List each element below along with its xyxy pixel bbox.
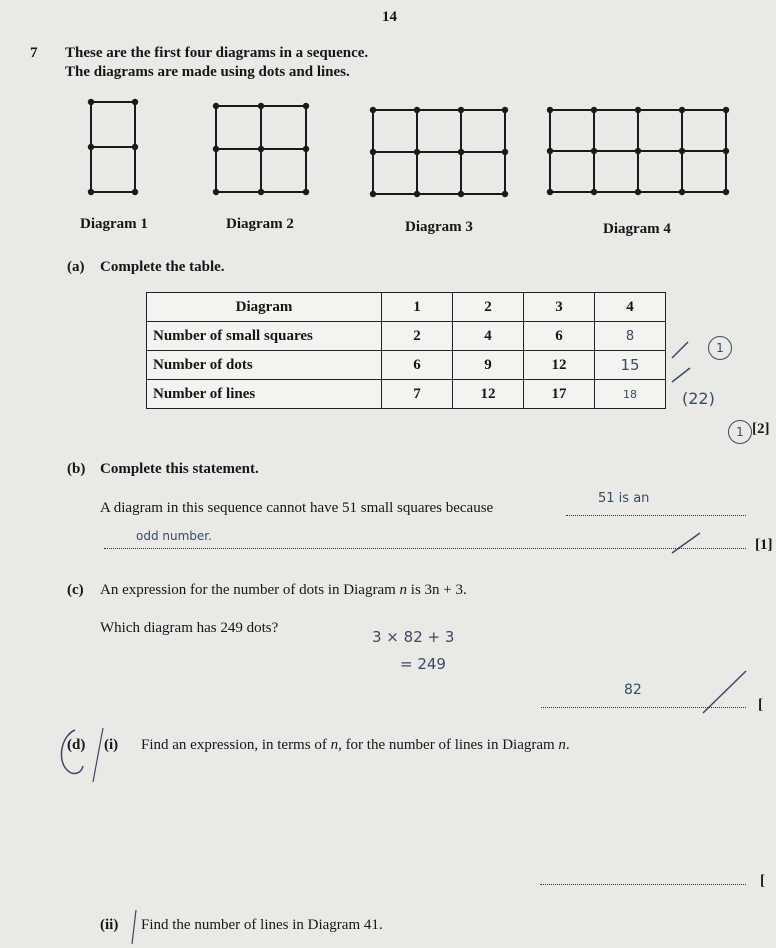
- diagram-dot: [213, 103, 219, 109]
- part-c-question: Which diagram has 249 dots?: [100, 620, 279, 636]
- diagram-dot: [132, 144, 138, 150]
- diagram-sequence: [0, 0, 776, 210]
- marks-b: [1]: [755, 537, 773, 553]
- diagram-dot: [591, 148, 597, 154]
- table-cell: 9: [453, 351, 524, 380]
- diagram-dot: [88, 189, 94, 195]
- answer-line-b1[interactable]: [566, 515, 746, 516]
- variable-n: n: [330, 737, 339, 753]
- diagram-dot: [458, 107, 464, 113]
- part-d-i-text-mid: , for the number of lines in Diagram: [338, 737, 555, 753]
- diagram-dot: [547, 148, 553, 154]
- question-intro-line1: These are the first four diagrams in a sequence.: [65, 45, 369, 61]
- table-cell: 6: [524, 322, 595, 351]
- diagram-dot: [679, 148, 685, 154]
- diagram-dot: [502, 149, 508, 155]
- part-b-statement: A diagram in this sequence cannot have 51 small squares because: [100, 500, 494, 516]
- divider-slash: [126, 908, 146, 948]
- diagram-dot: [502, 191, 508, 197]
- diagram-dot: [591, 107, 597, 113]
- diagram-dot: [213, 189, 219, 195]
- handwritten-answer: 8: [625, 328, 635, 344]
- part-b-label: (b): [67, 461, 86, 477]
- diagram-dot: [723, 148, 729, 154]
- table-header-cell: 2: [453, 293, 524, 322]
- table-cell: 6: [382, 351, 453, 380]
- dots-expression: 3n + 3.: [424, 582, 467, 598]
- row-label-squares: Number of small squares: [147, 322, 382, 351]
- table-cell: 17: [524, 380, 595, 409]
- part-a-label: (a): [67, 259, 85, 275]
- diagram-dot: [370, 191, 376, 197]
- table-cell: 2: [382, 322, 453, 351]
- part-d-ii-label: (ii): [100, 917, 119, 933]
- diagram-1: [88, 99, 138, 195]
- diagram-dot: [547, 189, 553, 195]
- diagram-dot: [370, 107, 376, 113]
- page-number: 14: [382, 9, 397, 25]
- table-cell: 7: [382, 380, 453, 409]
- diagram-dot: [679, 107, 685, 113]
- part-d-i-text-prefix: Find an expression, in terms of: [141, 737, 327, 753]
- question-number: 7: [30, 45, 38, 61]
- diagram-2: [213, 103, 309, 195]
- diagram-3-label: Diagram 3: [405, 219, 473, 235]
- tick-mark-circle: 1: [728, 420, 752, 444]
- diagram-dot: [458, 191, 464, 197]
- diagram-dot: [635, 148, 641, 154]
- table-header-cell: 3: [524, 293, 595, 322]
- diagram-dot: [258, 103, 264, 109]
- diagram-dot: [414, 191, 420, 197]
- answer-line-d-i[interactable]: [540, 884, 746, 885]
- part-d-label: (d): [67, 737, 86, 753]
- diagram-1-label: Diagram 1: [80, 216, 148, 232]
- handwritten-answer: 18: [623, 387, 637, 401]
- marking-tick-b: [0, 525, 776, 565]
- part-a-text: Complete the table.: [100, 259, 225, 275]
- table-header-cell: 1: [382, 293, 453, 322]
- part-d-i-end: .: [565, 737, 570, 753]
- table-header-cell: 4: [595, 293, 666, 322]
- handwritten-answer: 15: [620, 355, 640, 374]
- part-d-i-label: (i): [104, 737, 119, 753]
- diagram-dot: [635, 107, 641, 113]
- question-intro-line2: The diagrams are made using dots and lines.: [65, 64, 350, 80]
- diagram-dot: [458, 149, 464, 155]
- part-c-text-mid: is: [410, 582, 421, 598]
- diagram-dot: [303, 103, 309, 109]
- circled-d-mark: [57, 726, 117, 786]
- variable-n: n: [399, 582, 408, 598]
- table-cell: 12: [453, 380, 524, 409]
- tick-mark-circle: 1: [708, 336, 732, 360]
- handwritten-answer-c: 82: [624, 682, 642, 698]
- diagram-dot: [679, 189, 685, 195]
- table-cell: 4: [453, 322, 524, 351]
- working-line-c1: 3 × 82 + 3: [372, 628, 455, 646]
- diagram-dot: [635, 189, 641, 195]
- diagram-dot: [414, 149, 420, 155]
- table-header-cell: Diagram: [147, 293, 382, 322]
- diagram-dot: [303, 189, 309, 195]
- diagram-dot: [258, 189, 264, 195]
- diagram-dot: [132, 99, 138, 105]
- working-line-c2: = 249: [400, 655, 446, 673]
- diagram-dot: [723, 107, 729, 113]
- diagram-dot: [258, 146, 264, 152]
- variable-n: n: [558, 737, 566, 753]
- diagram-dot: [88, 144, 94, 150]
- table-header-row: [147, 293, 666, 322]
- handwritten-answer-b2: odd number.: [136, 529, 212, 543]
- part-c-text: [100, 582, 467, 599]
- diagram-dot: [723, 189, 729, 195]
- diagram-dot: [547, 107, 553, 113]
- row-label-lines: Number of lines: [147, 380, 382, 409]
- marks-d-i: [: [760, 873, 765, 889]
- marking-ticks-a: [0, 320, 776, 420]
- diagram-dot: [132, 189, 138, 195]
- part-c-label: (c): [67, 582, 84, 598]
- diagram-dot: [591, 189, 597, 195]
- diagram-dot: [370, 149, 376, 155]
- marks-a: [2]: [752, 421, 770, 437]
- marks-c: [: [758, 697, 763, 713]
- working-note-22: (22): [682, 389, 715, 408]
- diagram-dot: [414, 107, 420, 113]
- part-d-i-text: [141, 737, 570, 754]
- diagram-dot: [502, 107, 508, 113]
- part-c-text-prefix: An expression for the number of dots in Diagram: [100, 582, 396, 598]
- diagram-2-label: Diagram 2: [226, 216, 294, 232]
- diagram-4: [547, 107, 729, 195]
- handwritten-answer-b1: 51 is an: [598, 491, 650, 506]
- diagram-4-label: Diagram 4: [603, 221, 671, 237]
- diagram-dot: [213, 146, 219, 152]
- table-cell: 12: [524, 351, 595, 380]
- row-label-dots: Number of dots: [147, 351, 382, 380]
- diagram-dot: [303, 146, 309, 152]
- part-b-text: Complete this statement.: [100, 461, 259, 477]
- diagram-dot: [88, 99, 94, 105]
- marking-tick-c: [0, 665, 776, 725]
- part-d-ii-text: Find the number of lines in Diagram 41.: [141, 917, 383, 933]
- diagram-3: [370, 107, 508, 197]
